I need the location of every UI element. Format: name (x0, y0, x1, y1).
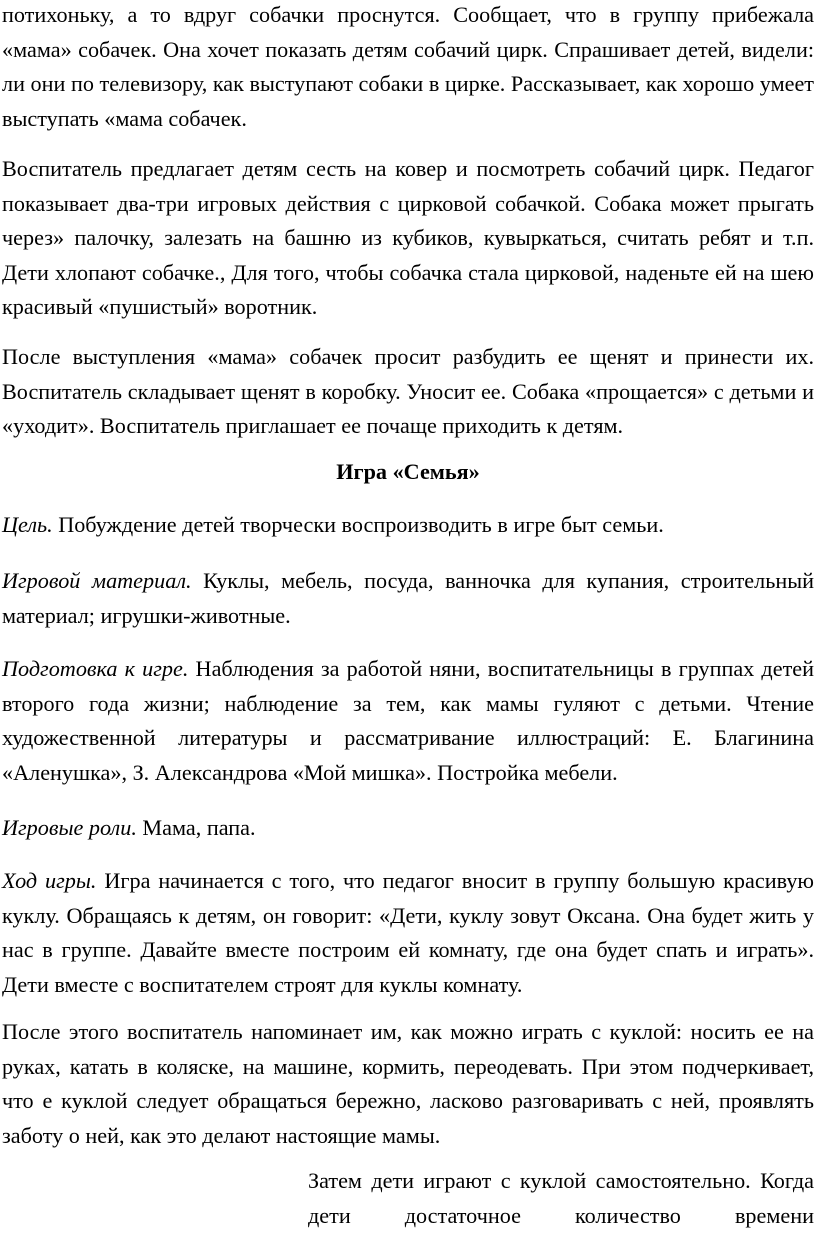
preparation-text: Наблюдения за работой няни, воспитательницы в группах детей второго года жизни; наблюдение за тем, как мамы гуляют с детьми. Чтение художественной литературы и рассматривание иллюстраций: Е. Благинина «Аленушка», З. Александрова «Мой мишка». Постройка мебели. (2, 656, 814, 785)
course-text: Игра начинается с того, что педагог вносит в группу большую красивую куклу. Обращаясь к детям, он говорит: «Дети, куклу зовут Оксана. Она будет жить у нас в группе. Давайте вместе построим ей комнату, где она будет спать и играть». Дети вместе с воспитателем строят для куклы комнату. (2, 868, 814, 997)
paragraph-circus: Воспитатель предлагает детям сесть на ковер и посмотреть собачий цирк. Педагог показывает два-три игровых действия с цирковой собачкой. Собака может прыгать через» палочку, залезать на башню из кубиков, кувыркаться, считать ребят и т.п. Дети хлопают собачке., Для того, чтобы собачка стала цирковой, наденьте ей на шею красивый «пушистый» воротник. (2, 156, 814, 319)
section-title: Игра «Семья» (336, 459, 480, 484)
paragraph-preparation (2, 652, 814, 790)
paragraph-goal (2, 508, 814, 543)
paragraph-farewell: После выступления «мама» собачек просит разбудить ее щенят и принести их. Воспитатель складывает щенят в коробку. Уносит ее. Собака «прощается» с детьми и «уходит». Воспитатель приглашает ее почаще приходить к детям. (2, 344, 814, 438)
paragraph-intro: потихоньку, а то вдруг собачки проснутся. Сообщает, что в группу прибежала «мама» собачек. Она хочет показать детям собачий цирк. Спрашивает детей, видели: ли они по телевизору, как выступают собаки в цирке. Рассказывает, как хорошо умеет выступать «мама собачек. (2, 2, 814, 131)
paragraph-material (2, 564, 814, 633)
goal-text: Побуждение детей творчески воспроизводить в игре быт семьи. (52, 512, 664, 537)
preparation-label: Подготовка к игре. (2, 656, 189, 681)
course-label: Ход игры. (2, 868, 97, 893)
paragraph-course (2, 864, 814, 1002)
paragraph-right-indented: Затем дети играют с куклой самостоятельно. Когда дети достаточное количество времени (308, 1168, 814, 1228)
goal-label: Цель. (2, 512, 53, 537)
material-text: Куклы, мебель, посуда, ванночка для купания, строительный материал; игрушки-животные. (2, 568, 814, 628)
material-label: Игровой материал. (2, 568, 192, 593)
roles-text: Мама, папа. (136, 815, 256, 840)
roles-label: Игровые роли. (2, 815, 137, 840)
paragraph-after: После этого воспитатель напоминает им, как можно играть с куклой: носить ее на руках, катать в коляске, на машине, кормить, переодевать. При этом подчеркивает, что е куклой следует обращаться бережно, ласково разговаривать с ней, проявлять заботу о ней, как это делают настоящие мамы. (2, 1019, 814, 1148)
paragraph-roles (2, 811, 814, 846)
